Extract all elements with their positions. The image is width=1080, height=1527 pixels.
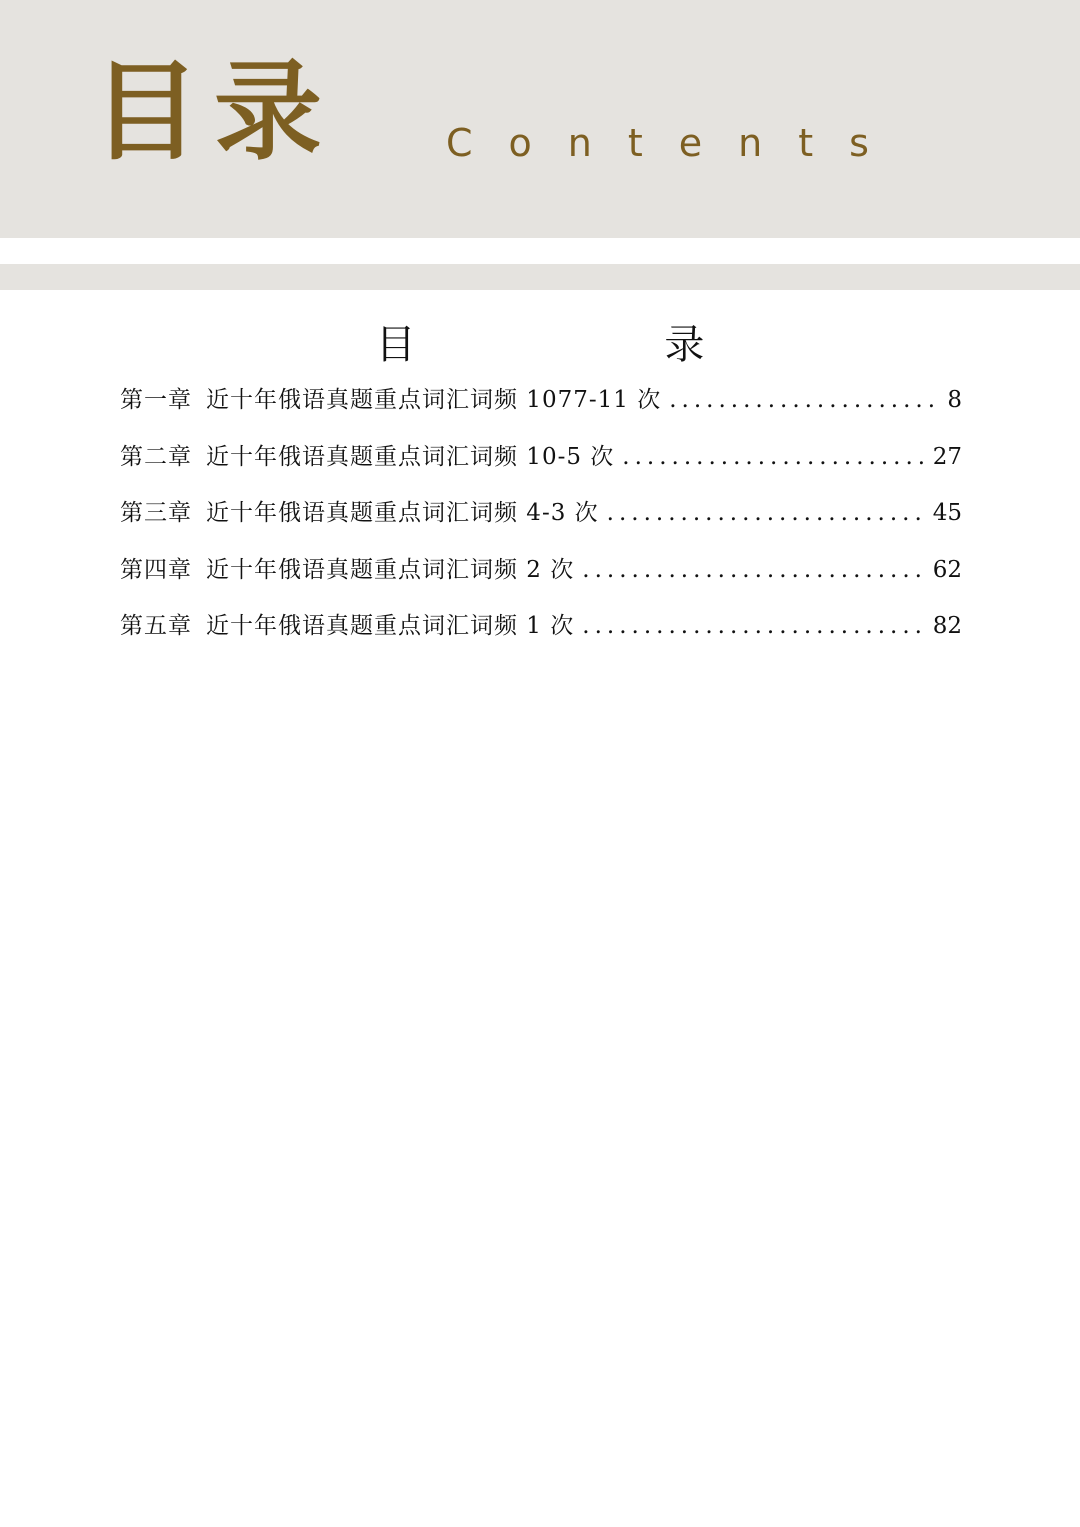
toc-entry-page: 82	[932, 613, 962, 640]
toc-entry-title: 近十年俄语真题重点词汇词频 4-3 次	[206, 500, 599, 527]
divider-strip	[0, 264, 1080, 290]
toc-leader-dots	[582, 548, 926, 592]
toc-entry-page: 62	[932, 556, 962, 583]
toc-leader-dots	[669, 378, 941, 422]
banner-title-en: Contents	[446, 121, 905, 165]
toc-entry-chapter: 第二章	[120, 443, 192, 470]
header-banner	[0, 0, 1080, 238]
toc-entry-page: 27	[932, 443, 962, 470]
toc-leader-dots	[582, 604, 926, 648]
toc-leader-dots	[622, 435, 926, 479]
toc-entry[interactable]	[120, 435, 962, 492]
toc-entry[interactable]	[120, 548, 962, 605]
toc-entry-page: 8	[947, 387, 962, 413]
toc-list	[120, 378, 962, 661]
toc-leader-dots	[607, 491, 927, 535]
banner-title-cn: 目录	[92, 49, 337, 175]
toc-entry-page: 45	[932, 500, 962, 527]
toc-entry-chapter: 第一章	[120, 387, 192, 413]
toc-entry-chapter: 第五章	[120, 613, 192, 640]
toc-entry[interactable]	[120, 604, 962, 661]
toc-entry-chapter: 第四章	[120, 556, 192, 583]
toc-entry-title: 近十年俄语真题重点词汇词频 1077-11 次	[206, 387, 662, 413]
toc-entry-title: 近十年俄语真题重点词汇词频 1 次	[206, 613, 575, 640]
toc-entry-title: 近十年俄语真题重点词汇词频 2 次	[206, 556, 575, 583]
toc-entry-chapter: 第三章	[120, 500, 192, 527]
toc-title: 目 录	[375, 322, 823, 368]
toc-entry[interactable]	[120, 491, 962, 548]
toc-entry-title: 近十年俄语真题重点词汇词频 10-5 次	[206, 443, 615, 470]
toc-entry[interactable]	[120, 378, 962, 435]
